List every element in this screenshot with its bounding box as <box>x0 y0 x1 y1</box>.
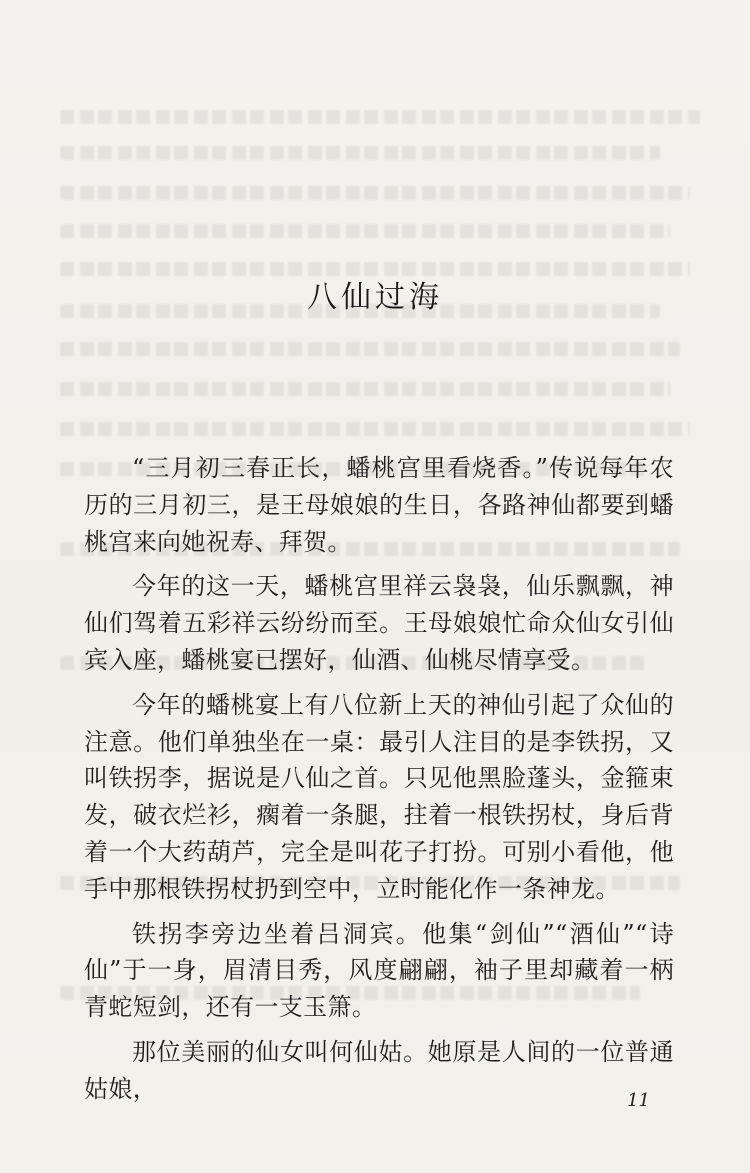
bleed-line <box>60 342 680 356</box>
bleed-line <box>60 186 690 200</box>
bleed-line <box>60 224 670 238</box>
paragraph-2: 今年的这一天，蟠桃宫里祥云袅袅，仙乐飘飘，神仙们驾着五彩祥云纷纷而至。王母娘娘忙命众仙女引仙宾入座，蟠桃宴已摆好，仙酒、仙桃尽情享受。 <box>84 572 674 674</box>
chapter-body <box>84 450 674 1116</box>
page-number: 11 <box>627 1090 650 1111</box>
bleed-line <box>60 110 700 124</box>
bleed-line <box>60 146 660 160</box>
paragraph-3: 今年的蟠桃宴上有八位新上天的神仙引起了众仙的注意。他们单独坐在一桌：最引人注目的是李铁拐，又叫铁拐李，据说是八仙之首。只见他黑脸蓬头，金箍束发，破衣烂衫，瘸着一条腿，拄着一根铁拐杖，身后背着一个大药葫芦，完全是叫花子打扮。可别小看他，他手中那根铁拐杖扔到空中，立时能化作一条神龙。 <box>84 690 674 903</box>
paragraph-1: “三月初三春正长，蟠桃宫里看烧香。”传说每年农历的三月初三，是王母娘娘的生日，各路神仙都要到蟠桃宫来向她祝寿、拜贺。 <box>84 454 674 556</box>
chapter-title: 八仙过海 <box>307 280 443 316</box>
bleed-line <box>60 382 670 396</box>
bleed-line <box>60 422 690 436</box>
paragraph-4: 铁拐李旁边坐着吕洞宾。他集“剑仙”“酒仙”“诗仙”于一身，眉清目秀，风度翩翩，袖子里却藏着一柄青蛇短剑，还有一支玉箫。 <box>84 919 674 1022</box>
paragraph-5: 那位美丽的仙女叫何仙姑。她原是人间的一位普通姑娘， <box>84 1037 674 1103</box>
